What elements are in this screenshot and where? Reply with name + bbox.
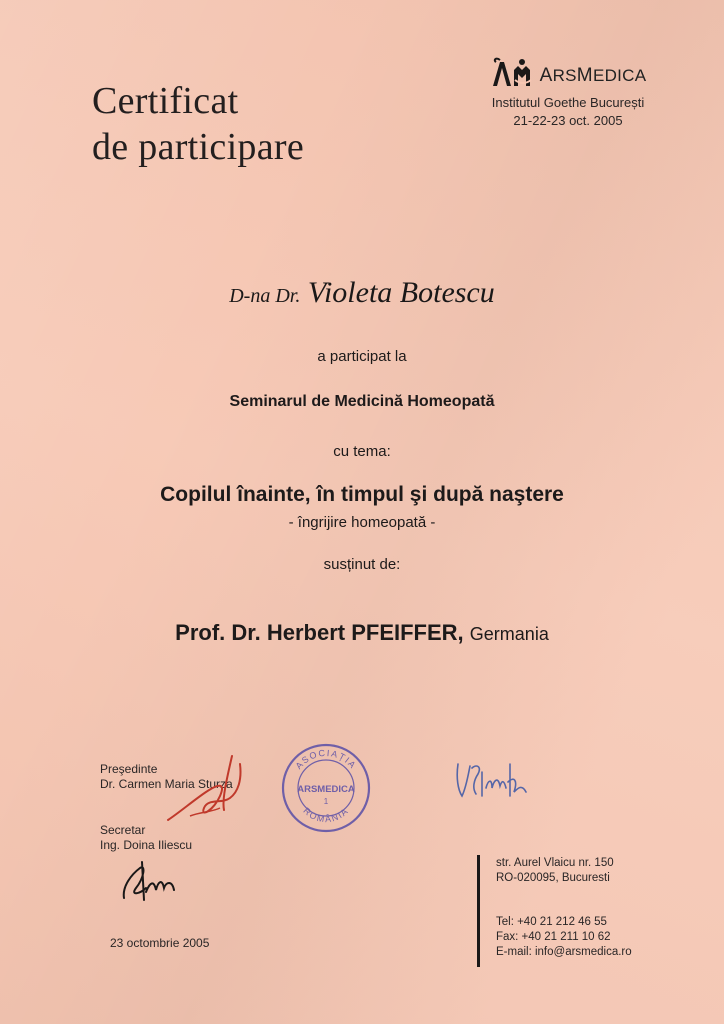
arsmedica-logo-icon [490, 58, 536, 93]
lecturer-country: Germania [469, 624, 549, 644]
stamp-top-text: ASOCIAȚIA [293, 747, 359, 771]
contact-tel: Tel: +40 21 212 46 55 [496, 916, 607, 928]
issue-date: 23 octombrie 2005 [110, 936, 210, 950]
president-title: Preşedinte [100, 762, 158, 776]
stamp-bottom-text: ROMÂNIA [301, 805, 351, 825]
contact-city: RO-020095, Bucuresti [496, 872, 610, 884]
contact-email: E-mail: info@arsmedica.ro [496, 946, 632, 958]
stamp-number: 1 [323, 797, 329, 806]
certificate-title [92, 78, 304, 170]
lecturer-signature [452, 758, 542, 802]
contact-fax: Fax: +40 21 211 10 62 [496, 931, 611, 943]
theme-subtitle: - îngrijire homeopată - [288, 514, 436, 531]
lecturer-line [0, 620, 724, 646]
recipient-name: Violeta Botescu [307, 276, 495, 309]
title-line-1: Certificat [92, 80, 239, 122]
logo-dates: 21-22-23 oct. 2005 [513, 113, 623, 128]
stamp-center-text: ARSMEDICA [297, 784, 355, 795]
svg-text:ROMÂNIA [301, 805, 350, 824]
contact-phones [496, 915, 632, 960]
seminar-name: Seminarul de Medicină Homeopată [229, 393, 495, 410]
contact-street: str. Aurel Vlaicu nr. 150 [496, 857, 614, 869]
lecturer-name: Prof. Dr. Herbert PFEIFFER, [175, 620, 464, 645]
arsmedica-logo-block [468, 58, 668, 129]
contact-address [496, 856, 614, 886]
logo-institute: Institutul Goethe București [491, 95, 645, 110]
theme-label: cu tema: [333, 443, 391, 460]
participated-text: a participat la [317, 348, 407, 365]
recipient-prefix: D-na Dr. [229, 285, 301, 307]
contact-divider [477, 855, 480, 967]
secretary-title: Secretar [100, 823, 146, 837]
supported-by-label: susținut de: [323, 556, 401, 573]
association-stamp [280, 742, 372, 834]
president-name: Dr. Carmen Maria Sturza [100, 777, 233, 791]
secretary-name: Ing. Doina Iliescu [100, 838, 193, 852]
title-line-2: de participare [92, 126, 305, 168]
logo-wordmark: ARSMEDICA [539, 64, 647, 86]
secretary-signature [118, 858, 188, 908]
president-signature [160, 752, 260, 832]
recipient-line [0, 276, 724, 310]
theme-title: Copilul înainte, în timpul şi după naştere [160, 483, 564, 506]
